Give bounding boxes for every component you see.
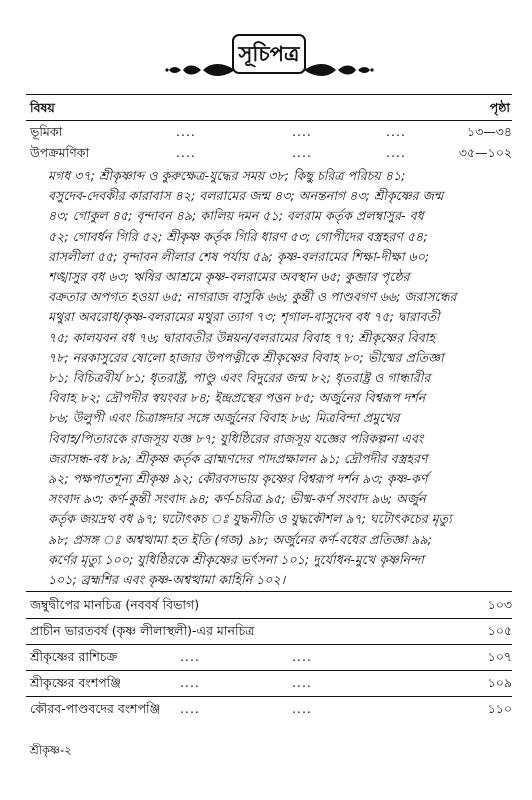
toc-entry-page: ১০৩ (487, 597, 512, 612)
entry-rule (26, 644, 512, 645)
top-rule (26, 94, 512, 95)
leader-dots: .... (180, 701, 200, 716)
leader-dots: .... (292, 124, 312, 139)
toc-entry[interactable] (30, 623, 512, 645)
toc-entry[interactable] (30, 597, 512, 619)
toc-entry-title: প্রাচীন ভারতবর্ষ (কৃষ্ণ লীলাস্থলী)-এর মানচিত্র (30, 623, 255, 638)
contents-line: কর্ণের মৃত্যু ১০০; যুধিষ্ঠিরকে শ্রীকৃষ্ণের ভর্ৎসনা ১০১; দুর্যোধন-মুখে কৃষ্ণনিন্দা (48, 551, 424, 567)
toc-entry[interactable] (30, 701, 512, 723)
toc-entry[interactable] (30, 675, 512, 697)
toc-entry-page: ১০৫ (487, 623, 512, 638)
leader-dots: .... (292, 145, 312, 160)
footer-signature: শ্রীকৃষ্ণ-২ (30, 743, 72, 757)
leader-dots: .... (292, 701, 312, 716)
leader-dots: .... (180, 649, 200, 664)
leader-dots: .... (180, 675, 200, 690)
toc-entry-page: ১১০ (487, 701, 512, 716)
toc-entry-title: কৌরব-পাণ্ডবদের বংশপঞ্জি (30, 701, 161, 716)
leader-dots: .... (292, 675, 312, 690)
section-rule (26, 591, 512, 592)
contents-line: শঙ্খাসুর বধ ৬৩; ঋষির আশ্রমে কৃষ্ণ-বলরামের অবস্থান ৬৫; কুব্জার পৃষ্ঠের (48, 269, 410, 285)
contents-line: ১০১; ব্রহ্মশির এবং কৃষ্ণ-অশ্বত্থামা কাহিনি ১০২। (48, 572, 286, 588)
leader-dots: .... (176, 145, 196, 160)
toc-entry-title: শ্রীকৃষ্ণের বংশপঞ্জি (30, 675, 121, 690)
toc-entry-page: ১৩—৩৪ (467, 124, 512, 139)
entry-rule (26, 618, 512, 619)
toc-entry-title: শ্রীকৃষ্ণের রাশিচক্র (30, 649, 118, 664)
contents-line: মথুরা অবরোধ/কৃষ্ণ-বলরামের মথুরা ত্যাগ ৭৩; শৃগাল-বাসুদেব বধ ৭৫; দ্বারাবতী (48, 309, 440, 325)
toc-entry-title: উপক্রমণিকা (30, 145, 90, 160)
toc-entry-page: ৩৫—১০২ (458, 145, 512, 160)
right-ornament-icon (302, 60, 374, 80)
contents-line: সংবাদ ৯৩; কর্ণ-কুন্তী সংবাদ ৯৪; কর্ণ-চরিত্র ৯৫; ভীষ্ম-কর্ণ সংবাদ ৯৬; অর্জুন (48, 491, 426, 507)
left-ornament-icon (165, 60, 237, 80)
contents-line: ৮১; বিচিত্রবীর্য ৮১; ধৃতরাষ্ট্র, পাণ্ডু এবং বিদুরের জন্ম ৮২; ধৃতরাষ্ট্র ও গান্ধারীর (48, 370, 431, 386)
toc-entry-page: ১০৯ (487, 675, 512, 690)
contents-line: ৭৮; নরকাসুরের ষোলো হাজার উপপত্নীকে শ্রীকৃষ্ণের বিবাহ ৮০; ভীষ্মের প্রতিজ্ঞা (48, 349, 444, 365)
contents-line: ৮৬; উলুপী এবং চিত্রাঙ্গদার সঙ্গে অর্জুনের বিবাহ ৮৬; মিত্রবিন্দা প্রমুখের (48, 410, 400, 426)
contents-line: ৭৫; কালযবন বধ ৭৬; দ্বারাবতীর উন্নয়ন/বলরামের বিবাহ ৭৭; শ্রীকৃষ্ণের বিবাহ (48, 329, 436, 345)
contents-line: বিবাহ ৮২; দ্রৌপদীর স্বয়ংবর ৮৪; ইন্দ্রপ্রস্থের পত্তন ৮৫; অর্জুনের বিশ্বরূপ দর্শন (48, 390, 426, 406)
contents-line: ৫২; গোবর্ধন গিরি ৫২; শ্রীকৃষ্ণ কর্তৃক গিরি ধারণ ৫৩; গোপীদের বস্ত্রহরণ ৫৪; (48, 228, 428, 244)
contents-line: ৯৮; প্রসঙ্গ ঃ অশ্বত্থামা হত ইতি (গজ) ৯৮; অর্জুনের কর্ণ-বধের প্রতিজ্ঞা ৯৯; (48, 531, 432, 547)
leader-dots: .... (386, 145, 406, 160)
contents-line: ৯২; পক্ষপাতশূন্য শ্রীকৃষ্ণ ৯২; কৌরবসভায় কৃষ্ণের বিশ্বরূপ দর্শন ৯৩; কৃষ্ণ-কর্ণ (48, 471, 428, 487)
entry-rule (26, 670, 512, 671)
toc-entry-title: ভূমিকা (30, 124, 63, 139)
leader-dots: .... (292, 649, 312, 664)
toc-entry-page: ১০৭ (487, 649, 512, 664)
subject-column-header: বিষয় (30, 100, 55, 115)
leader-dots: .... (176, 124, 196, 139)
contents-line: ৪৩; গোকুল ৪৫; বৃন্দাবন ৪৯; কালিয় দমন ৫১; বলরাম কর্তৃক প্রলম্বাসুর- বধ (48, 208, 424, 224)
toc-entry[interactable] (30, 145, 512, 165)
toc-entry[interactable] (30, 649, 512, 671)
leader-dots: .... (386, 124, 406, 139)
contents-line: মগধ ৩৭; শ্রীকৃষ্ণাব্দ ও কুরুক্ষেত্র-যুদ্ধের সময় ৩৮; কিছু চরিত্র পরিচয় ৪১; (48, 168, 406, 183)
contents-line: বসুদেব-দেবকীর কারাবাস ৪২; বলরামের জন্ম ৪৩; অনন্তনাগ ৪৩; শ্রীকৃষ্ণের জন্ম (48, 188, 444, 204)
contents-line: বক্রতার অপগত হওয়া ৬৫; নাগরাজ বাসুকি ৬৬; কুন্তী ও পাণ্ডবগণ ৬৬; জরাসন্ধের (48, 289, 457, 305)
section-contents (48, 166, 514, 590)
header-rule (26, 120, 512, 121)
page-column-header: পৃষ্ঠা (489, 100, 510, 115)
contents-line: কর্তৃক জয়দ্রথ বধ ৯৭; ঘটোৎকচ ঃ যুদ্ধনীতি ও যুদ্ধকৌশল ৯৭; ঘটোৎকচের মৃত্যু (48, 511, 452, 527)
toc-entry-title: জম্বুদ্বীপের মানচিত্র (নববর্ষ বিভাগ) (30, 597, 200, 612)
contents-line: রাসলীলা ৫৫; বৃন্দাবন লীলার শেষ পর্যায় ৫৯; কৃষ্ণ-বলরামের শিক্ষা-দীক্ষা ৬০; (48, 248, 430, 264)
contents-line: বিবাহ/পিতারকে রাজসূয় যজ্ঞ ৮৭; যুধিষ্ঠিরের রাজসূয় যজ্ঞের পরিকল্পনা এবং (48, 430, 424, 446)
entry-rule (26, 696, 512, 697)
page-title: সূচিপত্র (232, 34, 306, 74)
toc-entry[interactable] (30, 124, 512, 144)
contents-line: জরাসন্ধ-বধ ৮৯; শ্রীকৃষ্ণ কর্তৃক ব্রাহ্মণদের পাদপ্রক্ষালন ৯১; দ্রৌপদীর বস্ত্রহরণ (48, 450, 428, 466)
